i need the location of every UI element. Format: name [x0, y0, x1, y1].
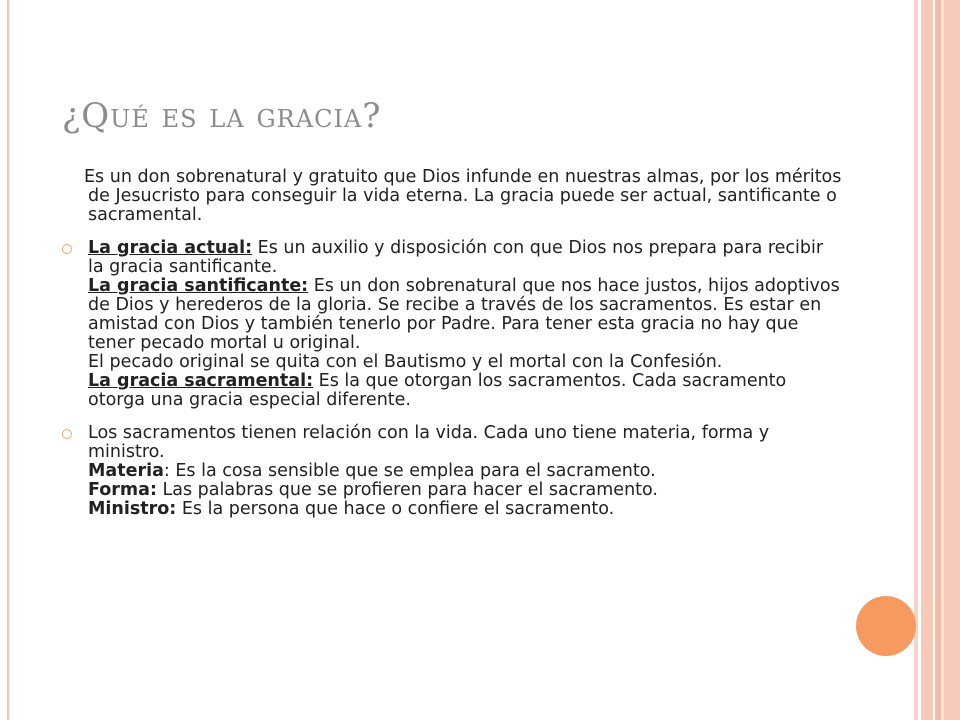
forma-line: [88, 481, 842, 500]
gracia-sacramental-text: Es la que otorgan los sacramentos. Cada sacramento otorga una gracia especial diferente.: [88, 371, 787, 410]
pecado-original-line: El pecado original se quita con el Bautismo y el mortal con la Confesión.: [88, 352, 723, 372]
ministro-term: Ministro:: [88, 499, 177, 519]
gracia-actual-term: La gracia actual:: [88, 238, 253, 258]
ministro-line: [88, 500, 842, 519]
bullet-circle-icon: [62, 244, 72, 254]
bullet-sacramentos: [62, 424, 842, 519]
materia-line: [88, 462, 842, 481]
slide-title: ¿Qué es la gracia?: [62, 96, 382, 136]
ministro-text: Es la persona que hace o confiere el sacramento.: [176, 499, 615, 519]
bullet-circle-icon: [62, 429, 72, 439]
decorative-stripes: [914, 0, 960, 720]
left-border-line: [7, 0, 9, 720]
bullet-gracia-types: [62, 239, 842, 410]
gracia-santificante-line: [88, 277, 842, 353]
gracia-sacramental-term: La gracia sacramental:: [88, 371, 314, 391]
gracia-actual-text: Es un auxilio y disposición con que Dios nos prepara para recibir la gracia santificante.: [88, 238, 824, 277]
gracia-santificante-term: La gracia santificante:: [88, 276, 309, 296]
gracia-actual-line: [88, 239, 842, 277]
slide-body: [62, 168, 842, 533]
gracia-santificante-text: Es un don sobrenatural que nos hace justos, hijos adoptivos de Dios y herederos de la gloria. Se recibe a través de los sacramentos. Es estar en amistad con Dios y también tenerlo por Padre. Para tener esta gracia no hay que tener pecado mortal u original.: [88, 276, 840, 353]
sacramentos-intro: Los sacramentos tienen relación con la vida. Cada uno tiene materia, forma y ministro.: [88, 423, 770, 462]
forma-text: Las palabras que se profieren para hacer el sacramento.: [156, 480, 658, 500]
orange-circle-decoration: [856, 596, 916, 656]
materia-term: Materia: [88, 461, 164, 481]
intro-paragraph: Es un don sobrenatural y gratuito que Dios infunde en nuestras almas, por los méritos de Jesucristo para conseguir la vida eterna. La gracia puede ser actual, santificante o sacramental.: [84, 167, 842, 225]
bullet-list: [62, 239, 842, 519]
forma-term: Forma:: [88, 480, 157, 500]
gracia-sacramental-line: [88, 372, 842, 410]
materia-text: : Es la cosa sensible que se emplea para el sacramento.: [163, 461, 656, 481]
